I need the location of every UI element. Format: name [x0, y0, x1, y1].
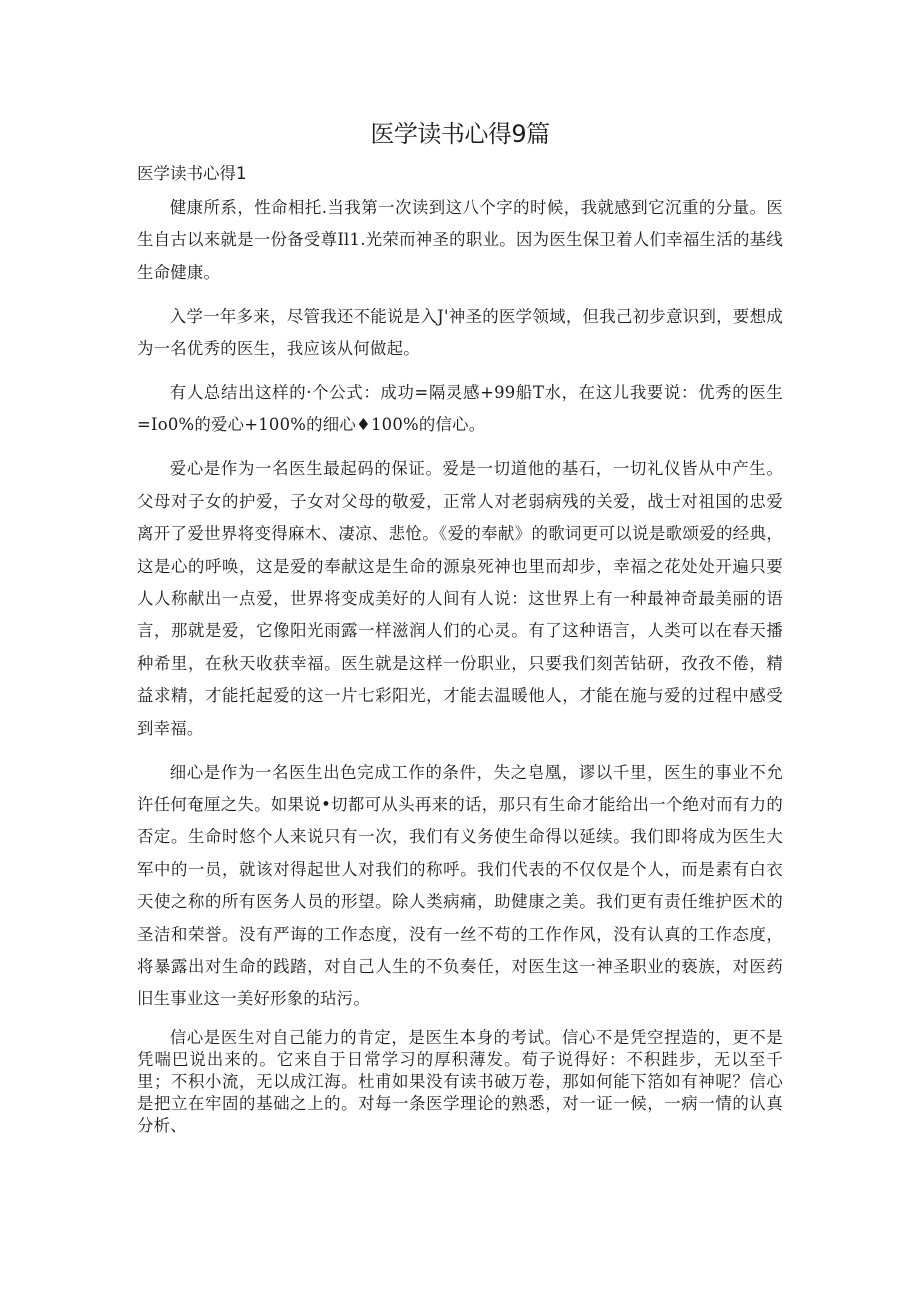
- paragraph: 信心是医生对自己能力的肯定，是医生本身的考试。信心不是凭空捏造的，更不是凭喘巴说出来的。它来自于日常学习的厚积薄发。荀子说得好：不积跬步，无以至千里；不积小流，无以成江海。杜甫如果没有读书破万卷，那如何能下箔如有神呢？信心是把立在牢固的基础之上的。对每一条医学理论的熟悉，对一证一候，一病一情的认真分析、: [137, 1028, 783, 1136]
- paragraph: 入学一年多来，尽管我还不能说是入J'神圣的医学领域，但我己初步意识到，要想成为一名优秀的医生，我应该从何做起。: [137, 306, 783, 359]
- paragraph: 细心是作为一名医生出色完成工作的条件，失之皂凰，谬以千里，医生的事业不允许任何奄厘之失。如果说•切都可从头再来的话，那只有生命才能给出一个绝对而有力的否定。生命时悠个人来说只有一次，我们有义务使生命得以延续。我们即将成为医生大军中的一员，就该对得起世人对我们的称呼。我们代表的不仅仅是个人，而是素有白衣天使之称的所有医务人员的形望。除人类病痛，助健康之美。我们更有责任维护医术的圣洁和荣誉。没有严诲的工作态度，没有一丝不苟的工作作风，没有认真的工作态度，将暴露出对生命的践踏，对自己人生的不负奏任，对医生这一神圣职业的亵族，对医药旧生事业这一美好形象的玷污。: [137, 762, 783, 1009]
- paragraph: 健康所系，性命相托.当我第一次读到这八个字的时候，我就感到它沉重的分量。医生自古以来就是一份备受尊Il1.光荣而神圣的职业。因为医生保卫着人们幸福生活的基线生命健康。: [137, 198, 783, 282]
- paragraph: 有人总结出这样的·个公式：成功=隔灵感+99船T水，在这儿我要说：优秀的医生=Io0%的爱心+100%的细心♦100%的信心。: [137, 383, 783, 435]
- document-title: 医学读书心得9篇: [370, 120, 550, 148]
- document-body: [137, 192, 783, 1149]
- section-heading: 医学读书心得1: [137, 164, 247, 183]
- paragraph: 爱心是作为一名医生最起码的保证。爱是一切道他的基石，一切礼仪皆从中产生。父母对子女的护爱，子女对父母的敬爱，正常人对老弱病残的关爱，战士对祖国的忠爱离开了爱世界将变得麻木、凄凉、悲怆。《爱的奉献》的歌词更可以说是歌颂爱的经典，这是心的呼唤，这是爱的奉献这是生命的源泉死神也里而却步，幸福之花处处开遍只要人人称献出一点爱，世界将变成美好的人间有人说：这世界上有一种最神奇最美丽的语言，那就是爱，它像阳光雨露一样滋润人们的心灵。有了这种语言，人类可以在春天播种希里，在秋天收获幸福。医生就是这样一份职业，只要我们刻苦钻研，孜孜不倦，精益求精，才能托起爱的这一片七彩阳光，才能去温暖他人，才能在施与爱的过程中感受到幸福。: [137, 459, 783, 738]
